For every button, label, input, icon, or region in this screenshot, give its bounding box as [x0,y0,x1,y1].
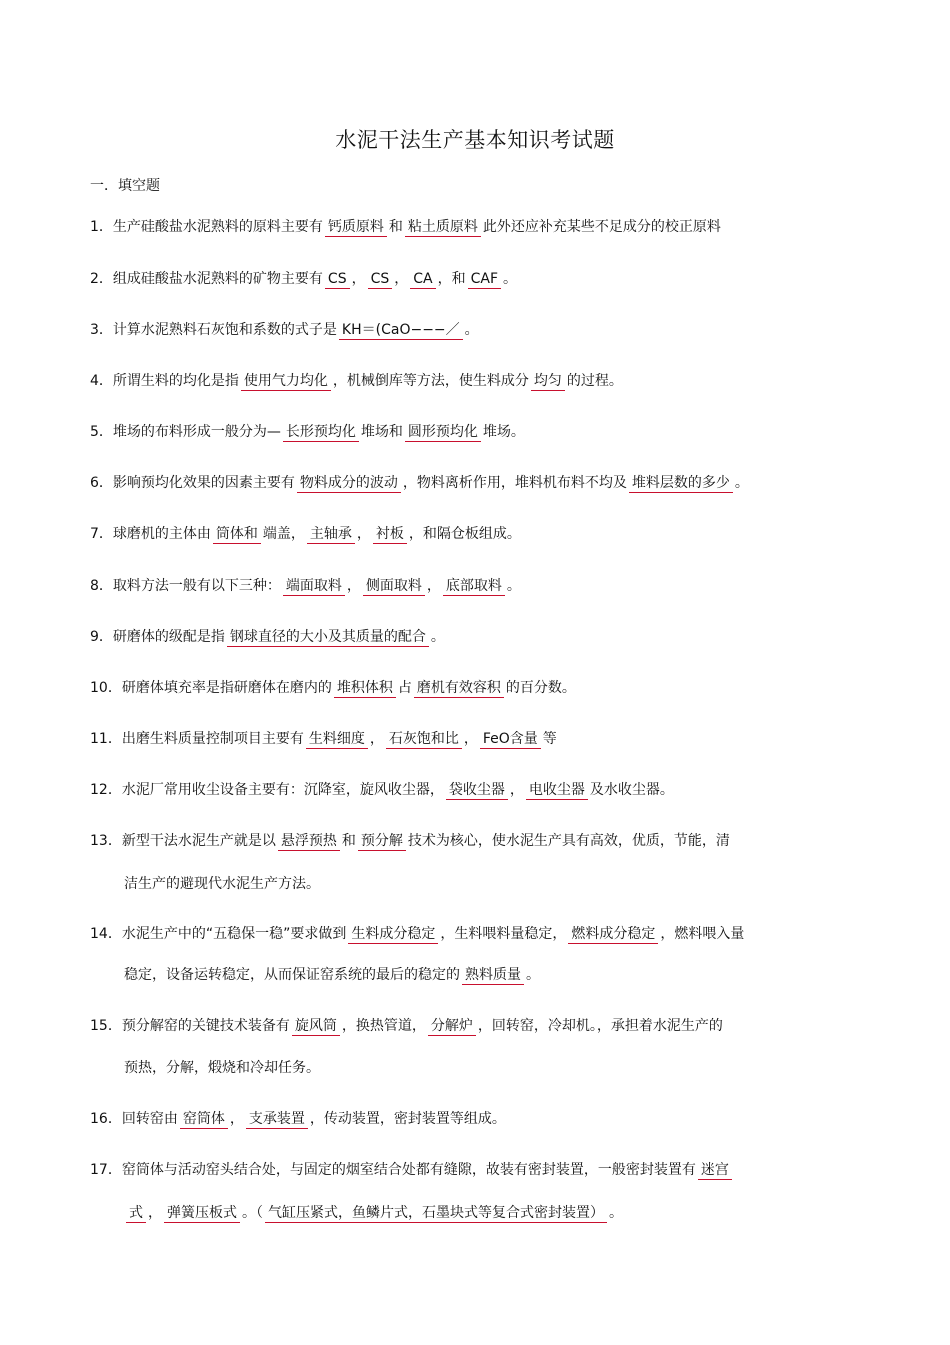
question-text: 取料方法一般有以下三种： [112,578,281,594]
answer-blank: 电收尘器 [526,781,588,800]
question-text: ，燃料喂入量 [660,926,745,942]
question-text: 预分解窑的关键技术装备有 [121,1018,290,1034]
question-text: 等 [542,731,557,747]
question-number: 8． [90,578,113,594]
question-text: 球磨机的主体由 [112,526,211,542]
answer-blank: 堆料层数的多少 [629,474,733,493]
answer-blank: 弹簧压板式 [164,1204,240,1223]
answer-blank: CS [368,270,393,289]
answer-blank: 石灰饱和比 [386,730,462,749]
question-12 [90,780,674,800]
question-text: ，物料离析作用，堆料机布料不均及 [402,475,627,491]
answer-blank: 衬板 [373,525,407,544]
question-17 [90,1160,734,1180]
question-number: 3． [90,322,113,338]
answer-blank: 粘土质原料 [405,218,481,237]
answer-blank: 物料成分的波动 [297,474,401,493]
question-text: ，回转窑，冷却机。，承担着水泥生产的 [477,1018,723,1034]
question-text: 预热，分解，煅烧和冷却任务。 [124,1060,320,1076]
question-text: ， [346,578,361,594]
question-number: 11． [90,731,122,747]
question-text: ， [394,271,409,287]
answer-blank: 均匀 [531,372,565,391]
question-1 [90,217,721,237]
answer-blank: 长形预均化 [283,423,359,442]
question-6 [90,473,749,493]
question-text: 。 [503,271,518,287]
question-2 [90,269,517,289]
question-text: 堆场的布料形成一般分为— [112,424,281,440]
answer-blank: 磨机有效容积 [414,679,504,698]
answer-blank: 堆积体积 [334,679,396,698]
answer-blank: 预分解 [358,832,406,851]
answer-blank: 迷宫 [698,1161,732,1180]
page-title: 水泥干法生产基本知识考试题 [335,128,615,152]
question-text: 研磨体填充率是指研磨体在磨内的 [121,680,332,696]
question-text: 。 [609,1205,623,1221]
question-text: 稳定，设备运转稳定，从而保证窑系统的最后的稳定的 [124,967,460,983]
question-text: ， [356,526,371,542]
question-17-continued [124,1203,623,1223]
question-number: 9． [90,629,113,645]
question-text: 影响预均化效果的因素主要有 [112,475,295,491]
question-number: 13． [90,833,122,849]
question-number: 1． [90,219,113,235]
answer-blank: 底部取料 [443,577,505,596]
answer-blank: CA [410,270,435,289]
answer-blank: 式 [126,1204,146,1223]
question-text: 窑筒体与活动窑头结合处，与固定的烟室结合处都有缝隙，故装有密封装置，一般密封装置有 [121,1162,696,1178]
question-text: ， [426,578,441,594]
question-13-continued [124,874,320,894]
answer-blank: 使用气力均化 [241,372,331,391]
question-3 [90,320,479,340]
answer-blank: 生料细度 [306,730,368,749]
question-9 [90,627,445,647]
question-text: ，和 [437,271,466,287]
question-text: ，传动装置，密封装置等组成。 [309,1111,506,1127]
answer-blank: 气缸压紧式，鱼鳞片式，石墨块式等复合式密封装置） [265,1204,607,1223]
question-10 [90,678,576,698]
question-number: 6． [90,475,113,491]
question-text: 技术为核心，使水泥生产具有高效，优质，节能，清 [407,833,730,849]
question-text: 洁生产的避现代水泥生产方法。 [124,876,320,892]
answer-blank: 主轴承 [307,525,355,544]
question-text: 水泥生产中的“五稳保一稳”要求做到 [121,926,347,942]
question-number: 15． [90,1018,122,1034]
question-text: ， [148,1205,162,1221]
question-15-continued [124,1058,320,1078]
question-text: ，换热管道， [341,1018,426,1034]
question-text: 此外还应补充某些不足成分的校正原料 [482,219,721,235]
question-text: 回转窑由 [121,1111,178,1127]
question-text: ， [509,782,524,798]
answer-blank: 袋收尘器 [446,781,508,800]
question-14 [90,924,744,944]
answer-blank: FeO含量 [480,730,541,749]
answer-blank: 支承装置 [246,1110,308,1129]
question-number: 12． [90,782,122,798]
question-text: 。 [430,629,445,645]
question-text: 。 [464,322,479,338]
answer-blank: 钢球直径的大小及其质量的配合 [227,628,429,647]
question-text: 。（ [242,1205,263,1221]
answer-blank: 侧面取料 [363,577,425,596]
question-15 [90,1016,723,1036]
question-number: 7． [90,526,113,542]
question-8 [90,576,521,596]
answer-blank: 生料成分稳定 [348,925,438,944]
question-number: 2． [90,271,113,287]
answer-blank: 钙质原料 [325,218,387,237]
section-heading: 一．填空题 [90,178,160,194]
question-text: 占 [397,680,412,696]
question-5 [90,422,525,442]
question-text: 研磨体的级配是指 [112,629,225,645]
answer-blank: KH＝(CaO−−−／ [339,321,463,340]
answer-blank: CAF [468,270,501,289]
question-text: 端盖， [262,526,305,542]
question-4 [90,371,623,391]
question-text: 水泥厂常用收尘设备主要有：沉降室，旋风收尘器， [121,782,444,798]
question-text: 堆场和 [360,424,403,440]
answer-blank: 旋风筒 [292,1017,340,1036]
answer-blank: 筒体和 [213,525,261,544]
question-text: 新型干法水泥生产就是以 [121,833,276,849]
question-number: 4． [90,373,113,389]
question-text: 的百分数。 [505,680,576,696]
question-14-continued [124,965,540,985]
question-text: 生产硅酸盐水泥熟料的原料主要有 [112,219,323,235]
question-number: 16． [90,1111,122,1127]
question-text: 计算水泥熟料石灰饱和系数的式子是 [112,322,337,338]
question-text: 和 [388,219,403,235]
question-text: 。 [734,475,749,491]
question-text: 组成硅酸盐水泥熟料的矿物主要有 [112,271,323,287]
answer-blank: 悬浮预热 [278,832,340,851]
question-number: 14． [90,926,122,942]
question-number: 5． [90,424,113,440]
question-text: ，和隔仓板组成。 [408,526,521,542]
question-text: 。 [506,578,521,594]
question-13 [90,831,730,851]
question-text: ， [369,731,384,747]
question-text: 及水收尘器。 [589,782,674,798]
answer-blank: CS [325,270,350,289]
answer-blank: 窑筒体 [180,1110,228,1129]
question-11 [90,729,557,749]
question-text: ， [229,1111,244,1127]
question-text: 的过程。 [566,373,623,389]
question-7 [90,524,521,544]
answer-blank: 熟料质量 [462,966,524,985]
question-number: 10． [90,680,122,696]
question-number: 17． [90,1162,122,1178]
question-text: 所谓生料的均化是指 [112,373,239,389]
answer-blank: 燃料成分稳定 [568,925,658,944]
question-text: 出磨生料质量控制项目主要有 [121,731,304,747]
question-text: ，生料喂料量稳定， [440,926,567,942]
question-16 [90,1109,506,1129]
answer-blank: 端面取料 [283,577,345,596]
question-text: ， [463,731,478,747]
question-text: ，机械倒库等方法，使生料成分 [332,373,529,389]
question-text: ， [351,271,366,287]
question-text: 。 [526,967,540,983]
question-text: 和 [341,833,356,849]
answer-blank: 分解炉 [428,1017,476,1036]
question-text: 堆场。 [482,424,525,440]
answer-blank: 圆形预均化 [405,423,481,442]
